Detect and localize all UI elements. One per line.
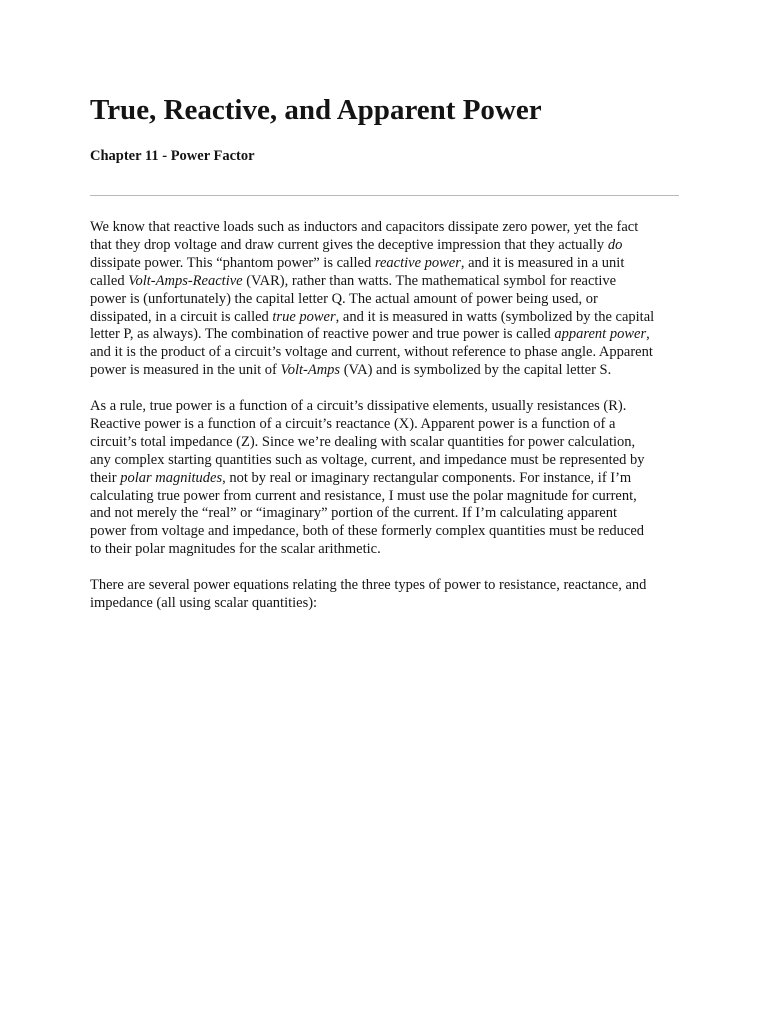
- text-line: [90, 505, 690, 523]
- text-segment: impedance (all using scalar quantities):: [90, 594, 318, 611]
- text-segment: called: [90, 272, 129, 289]
- text-segment: We know that reactive loads such as inductors and capacitors dissipate zero power, yet the fact: [90, 219, 639, 235]
- text-segment: , not by real or imaginary rectangular components. For instance, if I’m: [222, 469, 632, 486]
- text-segment: letter P, as always). The combination of reactive power and true power is called: [90, 326, 555, 343]
- text-segment: power is measured in the unit of: [90, 362, 281, 379]
- text-segment: and not merely the “real” or “imaginary” portion of the current. If I’m calculating apparent: [90, 505, 617, 522]
- text-segment: dissipated, in a circuit is called: [90, 308, 273, 325]
- text-line: [90, 326, 690, 344]
- emphasized-term: Volt-Amps: [280, 362, 341, 379]
- text-segment: to their polar magnitudes for the scalar arithmetic.: [90, 541, 381, 558]
- paragraph-3: [90, 577, 690, 613]
- text-segment: any complex starting quantities such as voltage, current, and impedance must be represented by: [90, 451, 645, 468]
- paragraph-2: [90, 398, 690, 559]
- chapter-subtitle: Chapter 11 - Power Factor: [90, 148, 255, 164]
- text-line: [90, 488, 690, 506]
- text-line: [90, 344, 690, 362]
- text-segment: ,: [646, 326, 650, 343]
- text-line: [90, 577, 690, 595]
- emphasized-term: apparent power: [554, 326, 647, 343]
- text-line: [90, 309, 690, 327]
- emphasized-term: polar magnitudes: [120, 469, 223, 486]
- text-segment: and it is the product of a circuit’s voltage and current, without reference to phase angle. Apparent: [90, 344, 653, 361]
- emphasized-term: true power: [272, 308, 336, 325]
- text-line: [90, 595, 690, 613]
- emphasized-term: Volt-Amps-Reactive: [128, 272, 243, 289]
- paragraph-1: [90, 219, 690, 380]
- text-line: [90, 470, 690, 488]
- text-segment: circuit’s total impedance (Z). Since we’re dealing with scalar quantities for power calculation,: [90, 433, 636, 450]
- text-line: [90, 452, 690, 470]
- text-line: [90, 434, 690, 452]
- text-line: [90, 523, 690, 541]
- text-segment: As a rule, true power is a function of a circuit’s dissipative elements, usually resistances (R).: [90, 398, 627, 414]
- text-line: [90, 416, 690, 434]
- text-line: [90, 541, 690, 559]
- text-segment: their: [90, 469, 121, 486]
- text-segment: dissipate power. This “phantom power” is called: [90, 254, 375, 271]
- page-title: True, Reactive, and Apparent Power: [90, 94, 542, 126]
- text-segment: (VAR), rather than watts. The mathematical symbol for reactive: [242, 272, 617, 289]
- text-line: [90, 237, 690, 255]
- text-line: [90, 291, 690, 309]
- text-segment: that they drop voltage and draw current gives the deceptive impression that they actually: [90, 236, 608, 253]
- emphasized-term: do: [607, 236, 623, 253]
- text-line: [90, 273, 690, 291]
- emphasized-term: reactive power: [374, 254, 461, 271]
- text-line: [90, 362, 690, 380]
- text-segment: power from voltage and impedance, both of these formerly complex quantities must be reduced: [90, 523, 645, 540]
- text-segment: , and it is measured in watts (symbolized by the capital: [335, 308, 655, 325]
- text-line: [90, 398, 690, 416]
- text-segment: (VA) and is symbolized by the capital letter S.: [340, 362, 612, 379]
- text-segment: calculating true power from current and resistance, I must use the polar magnitude for current,: [90, 487, 637, 504]
- text-segment: , and it is measured in a unit: [460, 254, 625, 271]
- text-segment: Reactive power is a function of a circuit’s reactance (X). Apparent power is a function of a: [90, 415, 616, 432]
- text-line: [90, 255, 690, 273]
- horizontal-divider: [90, 195, 679, 196]
- text-segment: power is (unfortunately) the capital letter Q. The actual amount of power being used, or: [90, 290, 598, 307]
- text-line: [90, 219, 690, 237]
- text-segment: There are several power equations relating the three types of power to resistance, reactance, and: [90, 577, 647, 593]
